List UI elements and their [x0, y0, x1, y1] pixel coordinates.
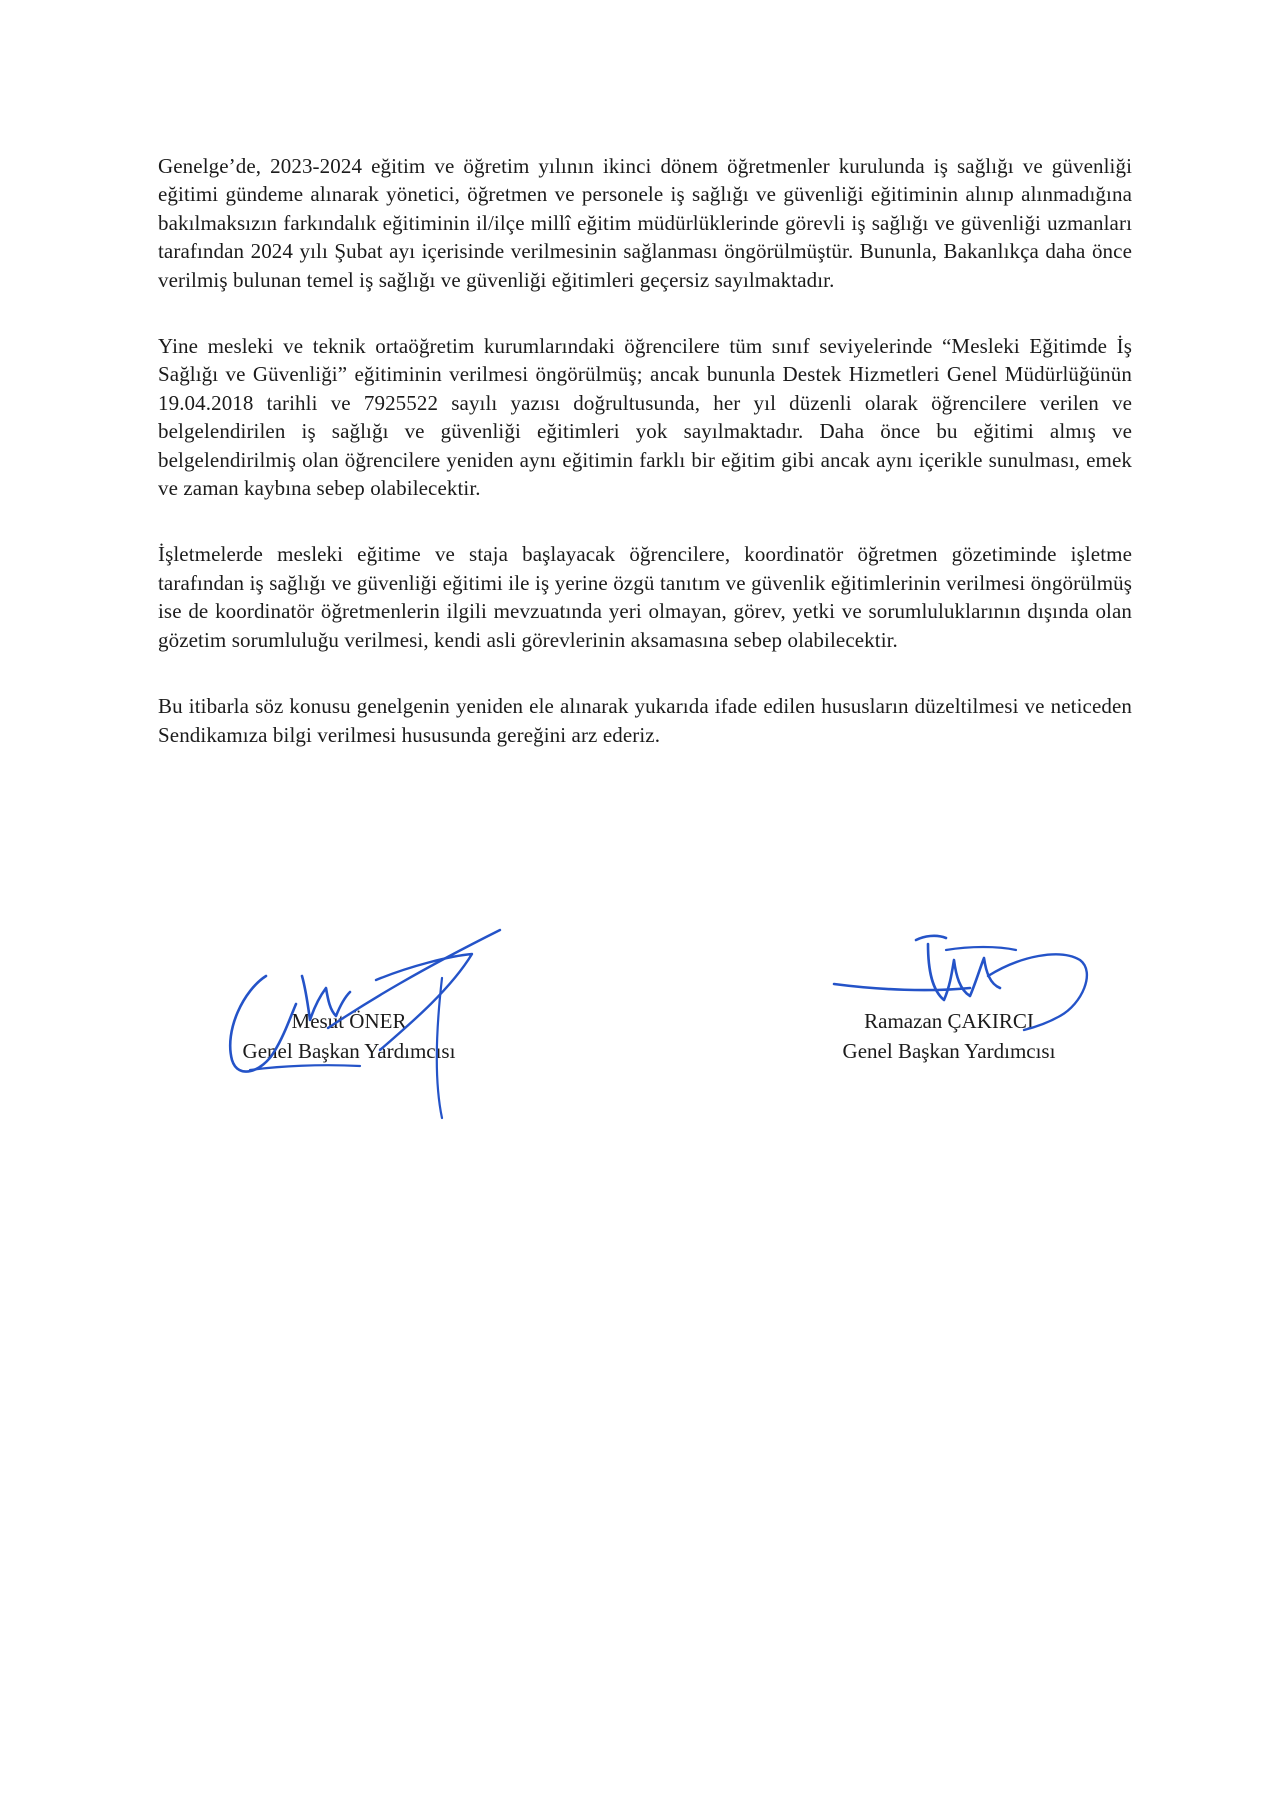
signatory-name-left: Mesut ÖNER — [291, 1009, 407, 1033]
signatory-name-right: Ramazan ÇAKIRCI — [864, 1009, 1034, 1033]
paragraph-3: İşletmelerde mesleki eğitime ve staja başlayacak öğrencilere, koordinatör öğretmen gözetiminde işletme tarafından iş sağlığı ve güvenliği eğitimi ile iş yerine özgü tanıtım ve güvenlik eğitimlerinin verilmesi öngörülmüş ise de koordinatör öğretmenlerin ilgili mevzuatında yeri olmayan, görev, yetki ve sorumluluklarının dışında olan gözetim sorumluluğu verilmesi, kendi asli görevlerinin aksamasına sebep olabilecektir. — [158, 542, 1132, 652]
signature-block-right — [814, 1006, 1084, 1066]
letter-body — [158, 152, 1132, 787]
paragraph-2: Yine mesleki ve teknik ortaöğretim kurumlarındaki öğrencilere tüm sınıf seviyelerinde “Mesleki Eğitimde İş Sağlığı ve Güvenliği” eğitiminin verilmesi öngörülmüş; ancak bununla Destek Hizmetleri Genel Müdürlüğünün 19.04.2018 tarihli ve 7925522 sayılı yazısı doğrultusunda, her yıl düzenli olarak öğrencilere verilen ve belgelendirilen iş sağlığı ve güvenliği eğitimleri yok sayılmaktadır. Daha önce bu eğitimi almış ve belgelendirilmiş olan öğrencilere yeniden aynı eğitimin farklı bir eğitim gibi ancak aynı içerikle sunulması, emek ve zaman kaybına sebep olabilecektir. — [158, 334, 1132, 501]
paragraph-1: Genelge’de, 2023-2024 eğitim ve öğretim yılının ikinci dönem öğretmenler kurulunda iş sağlığı ve güvenliği eğitimi gündeme alınarak yönetici, öğretmen ve personele iş sağlığı ve güvenliği eğitiminin alınıp alınmadığına bakılmaksızın farkındalık eğitiminin il/ilçe millî eğitim müdürlüklerinde görevli iş sağlığı ve güvenliği uzmanları tarafından 2024 yılı Şubat ayı içerisinde verilmesinin sağlanması öngörülmüştür. Bununla, Bakanlıkça daha önce verilmiş bulunan temel iş sağlığı ve güvenliği eğitimleri geçersiz sayılmaktadır. — [158, 154, 1132, 292]
signatory-title-left: Genel Başkan Yardımcısı — [242, 1039, 456, 1063]
signatory-title-right: Genel Başkan Yardımcısı — [842, 1039, 1056, 1063]
signature-block-left — [218, 1006, 480, 1066]
paragraph-4: Bu itibarla söz konusu genelgenin yeniden ele alınarak yukarıda ifade edilen hususların düzeltilmesi ve neticeden Sendikamıza bilgi verilmesi hususunda gereğini arz ederiz. — [158, 694, 1132, 747]
